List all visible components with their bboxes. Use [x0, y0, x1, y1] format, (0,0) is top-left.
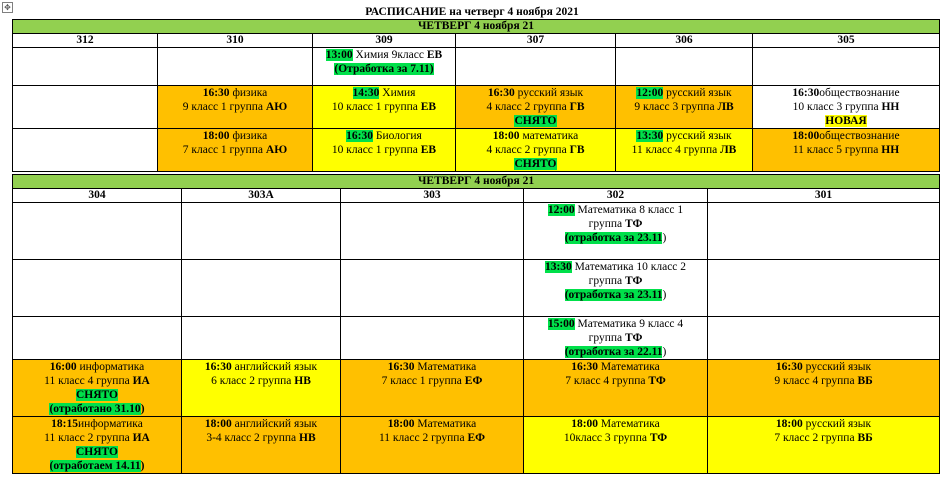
- lesson-time: 12:00: [547, 204, 575, 216]
- lesson-cell-empty: [341, 317, 524, 360]
- lesson-group: 10класс 3 группа: [563, 432, 650, 444]
- teacher-code: ВБ: [857, 375, 873, 387]
- lesson-subject: математика: [519, 130, 579, 142]
- status-badge: СНЯТО: [75, 389, 119, 401]
- lesson-time: 18:00: [775, 418, 803, 430]
- lesson-subject: Математика 10 класс 2: [571, 261, 687, 273]
- lesson-group: 7 класс 1 группа: [182, 144, 266, 156]
- teacher-code: НН: [881, 101, 900, 113]
- lesson-cell: [313, 129, 456, 172]
- lesson-cell-empty: [158, 48, 313, 86]
- room-header: 304: [13, 189, 182, 203]
- lesson-time: 14:30: [352, 87, 380, 99]
- day-band: ЧЕТВЕРГ 4 ноября 21: [13, 175, 940, 189]
- lesson-group: 11 класс 4 группа: [44, 375, 133, 387]
- lesson-subject: русский язык: [802, 418, 872, 430]
- lesson-cell: [13, 417, 182, 474]
- lesson-group: 3-4 класс 2 группа: [206, 432, 300, 444]
- room-header: 310: [158, 34, 313, 48]
- lesson-cell: [182, 360, 341, 417]
- teacher-code: АЮ: [265, 101, 288, 113]
- lesson-cell: [753, 86, 940, 129]
- lesson-time: 18:00: [202, 130, 230, 142]
- lesson-subject: информатика: [78, 418, 143, 430]
- lesson-subject: физика: [229, 87, 268, 99]
- lesson-cell-empty: [708, 317, 940, 360]
- lesson-time: 13:30: [544, 261, 572, 273]
- lesson-time: 18:00: [571, 418, 599, 430]
- teacher-code: ГВ: [569, 101, 585, 113]
- lesson-time: 18:00: [792, 130, 820, 142]
- teacher-code: НВ: [299, 432, 316, 444]
- page-title: РАСПИСАНИЕ на четверг 4 ноября 2021: [365, 6, 579, 18]
- day-band: ЧЕТВЕРГ 4 ноября 21: [13, 20, 940, 34]
- lesson-cell-empty: [182, 203, 341, 260]
- lesson-subject: Химия: [379, 87, 416, 99]
- teacher-code: ЛВ: [717, 101, 734, 113]
- lesson-cell: [616, 129, 753, 172]
- lesson-group: группа: [588, 332, 626, 344]
- lesson-cell: [313, 86, 456, 129]
- lesson-time: 18:00: [492, 130, 520, 142]
- lesson-note: (отработка за 23.11: [564, 232, 663, 244]
- lesson-time: 16:30: [202, 87, 230, 99]
- lesson-cell-empty: [708, 260, 940, 317]
- lesson-note-tail: ): [140, 460, 145, 472]
- lesson-subject: английский язык: [231, 361, 318, 373]
- lesson-note-tail: ): [662, 289, 667, 301]
- lesson-time: 18:15: [51, 418, 79, 430]
- room-header: 303А: [182, 189, 341, 203]
- lesson-cell-empty: [341, 260, 524, 317]
- lesson-cell-empty: [616, 48, 753, 86]
- lesson-subject: обществознание: [819, 130, 900, 142]
- lesson-time: 16:30: [346, 130, 373, 142]
- lesson-cell-empty: [13, 317, 182, 360]
- lesson-time: 12:00: [636, 87, 664, 99]
- lesson-subject: Математика 8 класс 1: [574, 204, 684, 216]
- teacher-code: ЕВ: [426, 49, 443, 61]
- room-header: 302: [524, 189, 708, 203]
- lesson-group: 6 класс 2 группа: [211, 375, 295, 387]
- lesson-time: 15:00: [547, 318, 575, 330]
- schedule-table-2: [12, 174, 940, 474]
- teacher-code: НН: [881, 144, 900, 156]
- lesson-cell-empty: [13, 203, 182, 260]
- lesson-note-tail: ): [662, 232, 667, 244]
- lesson-note: (отработка за 23.11: [564, 289, 663, 301]
- lesson-cell: [13, 360, 182, 417]
- lesson-group: 11 класс 2 группа: [44, 432, 133, 444]
- room-header: 306: [616, 34, 753, 48]
- lesson-subject: русский язык: [514, 87, 584, 99]
- status-badge: СНЯТО: [514, 115, 557, 127]
- lesson-cell: [341, 360, 524, 417]
- lesson-subject: английский язык: [231, 418, 318, 430]
- lesson-group: 4 класс 2 группа: [486, 144, 570, 156]
- lesson-group: 10 класс 3 группа: [792, 101, 882, 113]
- lesson-group: группа: [588, 218, 626, 230]
- lesson-group: 7 класс 2 группа: [774, 432, 858, 444]
- lesson-cell-empty: [13, 260, 182, 317]
- lesson-note: (отработка за 22.11: [564, 346, 663, 358]
- teacher-code: ГВ: [569, 144, 585, 156]
- teacher-code: ТФ: [648, 375, 666, 387]
- lesson-cell: [524, 417, 708, 474]
- lesson-cell: [158, 129, 313, 172]
- lesson-subject: Математика 9 класс 4: [574, 318, 684, 330]
- lesson-time: 16:00: [49, 361, 77, 373]
- room-header: 307: [456, 34, 616, 48]
- schedule-table-1: [12, 19, 940, 172]
- lesson-subject: русский язык: [663, 130, 732, 142]
- lesson-time: 16:30: [792, 87, 820, 99]
- lesson-cell-empty: [708, 203, 940, 260]
- lesson-time: 18:00: [204, 418, 232, 430]
- lesson-subject: русский язык: [802, 361, 872, 373]
- teacher-code: АЮ: [265, 144, 288, 156]
- lesson-cell-empty: [182, 260, 341, 317]
- move-handle-icon[interactable]: ✥: [2, 2, 13, 13]
- room-header: 301: [708, 189, 940, 203]
- lesson-note-tail: ): [140, 403, 145, 415]
- lesson-time: 16:30: [204, 361, 232, 373]
- lesson-time: 13:00: [325, 49, 353, 61]
- teacher-code: ЕФ: [464, 375, 483, 387]
- lesson-time: 16:30: [487, 87, 515, 99]
- lesson-subject: русский язык: [663, 87, 732, 99]
- lesson-group: 11 класс 5 группа: [792, 144, 882, 156]
- lesson-cell: [158, 86, 313, 129]
- lesson-cell: [708, 417, 940, 474]
- lesson-cell: [313, 48, 456, 86]
- lesson-cell: [524, 317, 708, 360]
- teacher-code: ИА: [132, 375, 150, 387]
- lesson-cell-empty: [456, 48, 616, 86]
- lesson-group: 4 класс 2 группа: [486, 101, 570, 113]
- lesson-cell: [341, 417, 524, 474]
- lesson-cell: [456, 129, 616, 172]
- lesson-cell-empty: [182, 317, 341, 360]
- lesson-cell-empty: [13, 86, 158, 129]
- lesson-group: 10 класс 1 группа: [331, 144, 421, 156]
- lesson-cell: [524, 203, 708, 260]
- lesson-subject: Математика: [598, 361, 660, 373]
- teacher-code: ЕВ: [420, 144, 437, 156]
- lesson-time: 18:00: [387, 418, 415, 430]
- room-header: 309: [313, 34, 456, 48]
- lesson-cell: [524, 360, 708, 417]
- lesson-time: 13:30: [636, 130, 664, 142]
- lesson-note: (отработаем 14.11: [49, 460, 141, 472]
- teacher-code: ВБ: [857, 432, 873, 444]
- lesson-group: 7 класс 1 группа: [381, 375, 465, 387]
- status-badge: СНЯТО: [75, 446, 119, 458]
- status-badge: НОВАЯ: [825, 115, 867, 127]
- lesson-subject: Математика: [598, 418, 660, 430]
- teacher-code: ТФ: [649, 432, 668, 444]
- lesson-time: 16:30: [571, 361, 599, 373]
- lesson-note: (Отработка за 7.11): [334, 63, 434, 75]
- lesson-group: 10 класс 1 группа: [331, 101, 421, 113]
- teacher-code: ЛВ: [720, 144, 737, 156]
- lesson-subject: Биология: [372, 130, 422, 142]
- lesson-subject: информатика: [76, 361, 145, 373]
- lesson-cell: [524, 260, 708, 317]
- teacher-code: ТФ: [625, 275, 643, 287]
- lesson-cell: [708, 360, 940, 417]
- lesson-cell-empty: [341, 203, 524, 260]
- teacher-code: ТФ: [625, 332, 643, 344]
- lesson-group: 9 класс 3 группа: [634, 101, 718, 113]
- lesson-cell: [182, 417, 341, 474]
- teacher-code: ЕФ: [467, 432, 485, 444]
- lesson-subject: Математика: [414, 361, 477, 373]
- lesson-cell-empty: [13, 48, 158, 86]
- lesson-time: 16:30: [775, 361, 803, 373]
- lesson-group: 11 класс 2 группа: [378, 432, 468, 444]
- lesson-subject: физика: [229, 130, 268, 142]
- lesson-subject: Химия 9класс: [352, 49, 427, 61]
- lesson-cell-empty: [753, 48, 940, 86]
- status-badge: СНЯТО: [514, 158, 557, 170]
- room-header: 305: [753, 34, 940, 48]
- lesson-subject: Математика: [414, 418, 477, 430]
- lesson-group: 9 класс 4 группа: [774, 375, 858, 387]
- lesson-group: группа: [588, 275, 626, 287]
- teacher-code: ИА: [132, 432, 150, 444]
- lesson-time: 16:30: [387, 361, 415, 373]
- room-header: 303: [341, 189, 524, 203]
- lesson-group: 9 класс 1 группа: [182, 101, 266, 113]
- lesson-note-tail: ): [662, 346, 667, 358]
- lesson-group: 11 класс 4 группа: [631, 144, 721, 156]
- teacher-code: ЕВ: [420, 101, 437, 113]
- teacher-code: НВ: [294, 375, 311, 387]
- lesson-cell: [456, 86, 616, 129]
- lesson-group: 7 класс 4 группа: [565, 375, 649, 387]
- room-header: 312: [13, 34, 158, 48]
- lesson-subject: обществознание: [819, 87, 900, 99]
- lesson-cell: [616, 86, 753, 129]
- teacher-code: ТФ: [625, 218, 643, 230]
- lesson-cell-empty: [13, 129, 158, 172]
- lesson-cell: [753, 129, 940, 172]
- lesson-note: (отработано 31.10: [49, 403, 141, 415]
